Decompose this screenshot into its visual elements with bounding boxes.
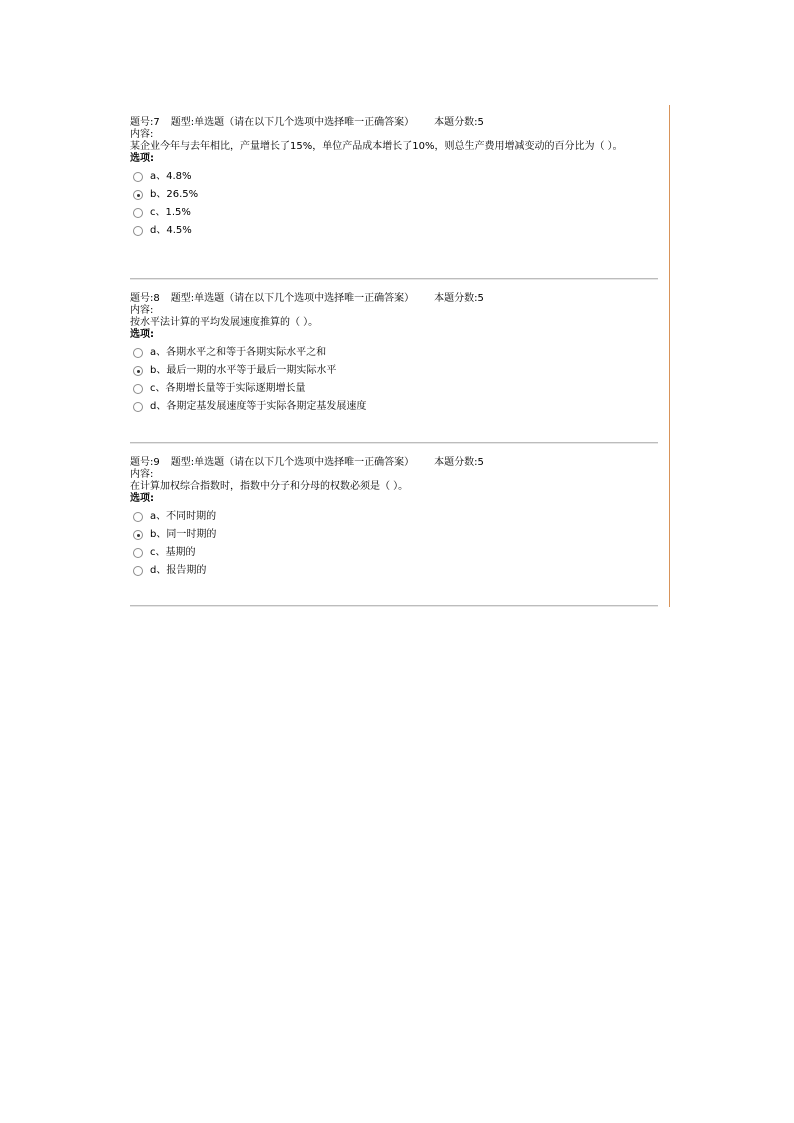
option-list [130,168,658,240]
option-label: d、各期定基发展速度等于实际各期定基发展速度 [150,401,367,412]
question-score: 本题分数:5 [434,457,484,468]
question-type: 题型:单选题（请在以下几个选项中选择唯一正确答案） [170,117,415,128]
radio-button[interactable] [133,548,143,558]
radio-button[interactable] [133,348,143,358]
radio-button[interactable] [133,208,143,218]
option-label: a、4.8% [150,171,192,182]
radio-button-selected[interactable] [133,190,143,200]
option-a[interactable] [130,168,658,186]
option-c[interactable] [130,544,658,562]
question-header [130,457,658,469]
question-7 [130,117,658,240]
option-label: d、4.5% [150,225,192,236]
question-content: 某企业今年与去年相比，产量增长了15%，单位产品成本增长了10%，则总生产费用增减变动的百分比为（ ）。 [130,141,623,152]
option-d[interactable] [130,222,658,240]
option-label: c、基期的 [150,547,196,558]
option-a[interactable] [130,344,658,362]
content-label: 内容: [130,469,154,480]
option-b[interactable] [130,186,658,204]
question-score: 本题分数:5 [434,293,484,304]
question-divider [130,605,658,607]
question-number: 题号:9 [130,457,160,468]
question-header [130,293,658,305]
radio-button[interactable] [133,566,143,576]
content-label: 内容: [130,129,154,140]
option-c[interactable] [130,380,658,398]
question-8 [130,293,658,416]
option-label: b、26.5% [150,189,199,200]
question-divider [130,442,658,444]
exam-panel [130,105,670,607]
question-type: 题型:单选题（请在以下几个选项中选择唯一正确答案） [170,293,415,304]
question-number: 题号:7 [130,117,160,128]
option-b[interactable] [130,526,658,544]
radio-button-selected[interactable] [133,530,143,540]
option-label: a、各期水平之和等于各期实际水平之和 [150,347,327,358]
option-label: d、报告期的 [150,565,207,576]
option-c[interactable] [130,204,658,222]
question-divider [130,278,658,280]
option-label: a、不同时期的 [150,511,217,522]
option-list [130,344,658,416]
options-label: 选项: [130,493,154,504]
option-b[interactable] [130,362,658,380]
radio-button-selected[interactable] [133,366,143,376]
question-type: 题型:单选题（请在以下几个选项中选择唯一正确答案） [170,457,415,468]
radio-button[interactable] [133,402,143,412]
content-label: 内容: [130,305,154,316]
option-label: c、各期增长量等于实际逐期增长量 [150,383,306,394]
options-label: 选项: [130,153,154,164]
radio-button[interactable] [133,384,143,394]
question-9 [130,457,658,580]
question-content: 按水平法计算的平均发展速度推算的（ ）。 [130,317,319,328]
question-score: 本题分数:5 [434,117,484,128]
option-label: b、最后一期的水平等于最后一期实际水平 [150,365,337,376]
option-label: b、同一时期的 [150,529,217,540]
radio-button[interactable] [133,226,143,236]
radio-button[interactable] [133,172,143,182]
option-label: c、1.5% [150,207,191,218]
option-list [130,508,658,580]
radio-button[interactable] [133,512,143,522]
option-a[interactable] [130,508,658,526]
question-number: 题号:8 [130,293,160,304]
option-d[interactable] [130,562,658,580]
options-label: 选项: [130,329,154,340]
question-header [130,117,658,129]
option-d[interactable] [130,398,658,416]
question-content: 在计算加权综合指数时，指数中分子和分母的权数必须是（ ）。 [130,481,409,492]
